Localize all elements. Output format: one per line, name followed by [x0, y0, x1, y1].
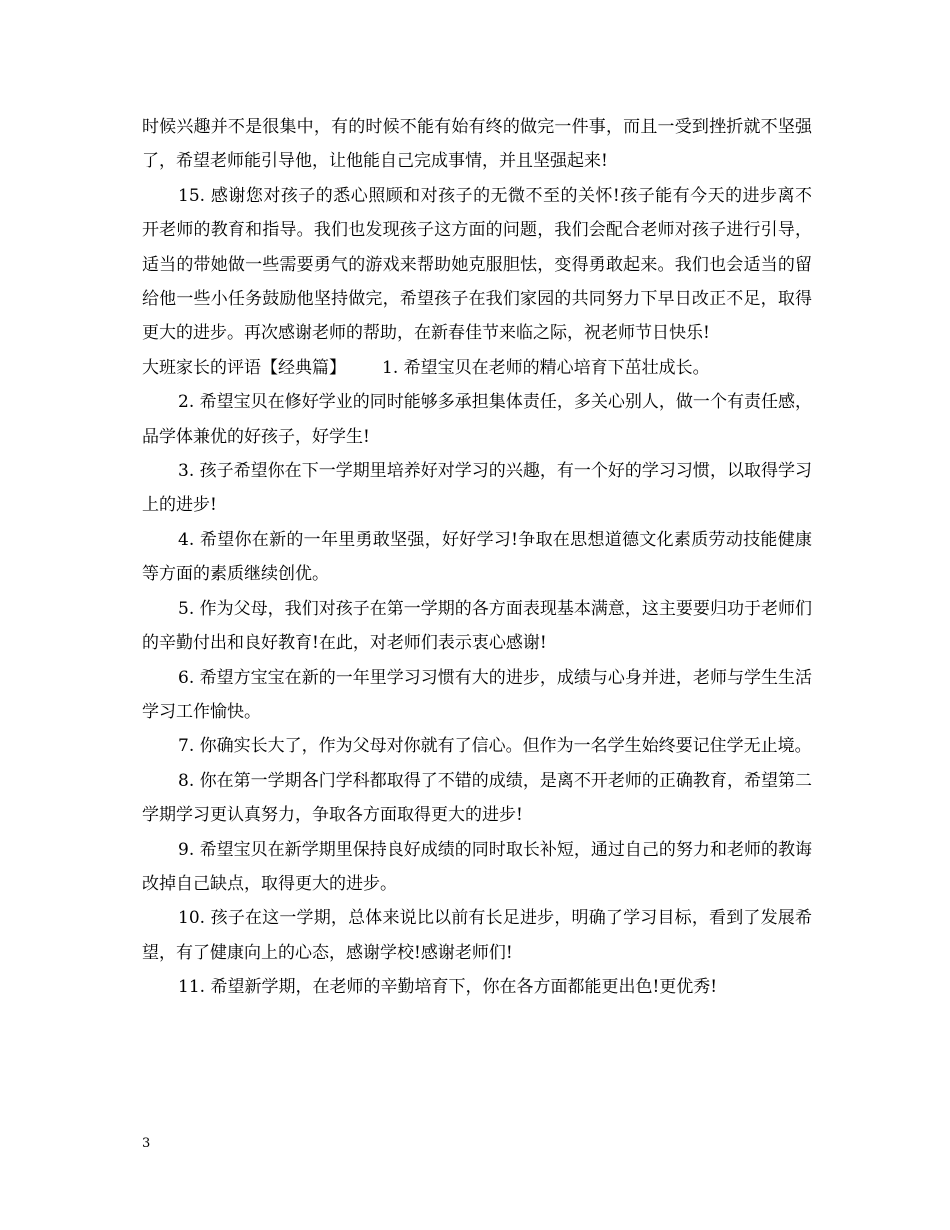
list-item-10: 10. 孩子在这一学期，总体来说比以前有长足进步，明确了学习目标，看到了发展希望，有了健康向上的心态，感谢学校!感谢老师们! — [142, 908, 812, 963]
list-item-3: 3. 孩子希望你在下一学期里培养好对学习的兴趣，有一个好的学习习惯，以取得学习上的进步! — [142, 461, 812, 516]
list-item-7: 7. 你确实长大了，作为父母对你就有了信心。但作为一名学生始终要记住学无止境。 — [178, 736, 812, 757]
list-item-8: 8. 你在第一学期各门学科都取得了不错的成绩，是离不开老师的正确教育，希望第二学期学习更认真努力，争取各方面取得更大的进步! — [142, 770, 812, 826]
page-number: 3 — [142, 1136, 151, 1151]
paragraph-item-15: 15. 感谢您对孩子的悉心照顾和对孩子的无微不至的关怀!孩子能有今天的进步离不开老师的教育和指导。我们也发现孩子这方面的问题，我们会配合老师对孩子进行引导，适当的带她做一些需要勇气的游戏来帮助她克服胆怯，变得勇敢起来。我们也会适当的留给他一些小任务鼓励他坚持做完，希望孩子在我们家园的共同努力下早日改正不足，取得更大的进步。再次感谢老师的帮助，在新春佳节来临之际，祝老师节日快乐! — [142, 185, 812, 344]
list-item-9: 9. 希望宝贝在新学期里保持良好成绩的同时取长补短，通过自己的努力和老师的教诲改掉自己缺点，取得更大的进步。 — [142, 839, 812, 894]
section-heading: 大班家长的评语【经典篇】 — [142, 357, 346, 378]
document-body — [142, 110, 812, 1005]
list-item-4: 4. 希望你在新的一年里勇敢坚强，好好学习!争取在思想道德文化素质劳动技能健康等方面的素质继续创优。 — [142, 529, 812, 585]
list-item-11: 11. 希望新学期，在老师的辛勤培育下，你在各方面都能更出色!更优秀! — [178, 977, 718, 998]
list-item-5: 5. 作为父母，我们对孩子在第一学期的各方面表现基本满意，这主要要归功于老师们的辛勤付出和良好教育!在此，对老师们表示衷心感谢! — [142, 598, 812, 654]
list-item-1: 1. 希望宝贝在老师的精心培育下茁壮成长。 — [382, 357, 710, 378]
section-heading-line — [142, 351, 812, 385]
list-item-6: 6. 希望方宝宝在新的一年里学习习惯有大的进步，成绩与心身并进，老师与学生生活学习工作愉快。 — [142, 667, 812, 722]
paragraph-continuation: 时候兴趣并不是很集中，有的时候不能有始有终的做完一件事，而且一受到挫折就不坚强了，希望老师能引导他，让他能自己完成事情，并且坚强起来! — [142, 117, 812, 172]
list-item-2: 2. 希望宝贝在修好学业的同时能够多承担集体责任，多关心别人，做一个有责任感，品学体兼优的好孩子，好学生! — [142, 392, 812, 447]
